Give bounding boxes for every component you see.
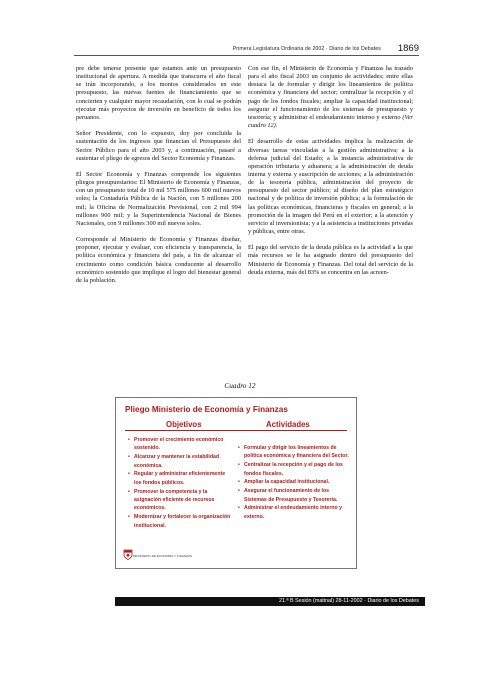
- list-item: • Promover la competencia y la asignación eficiente de recursos económicos.: [128, 488, 233, 513]
- list-item: • Modernizar y fortalecer la organización institucional.: [128, 513, 233, 530]
- objectives-list: [128, 436, 233, 530]
- footer-bar: [115, 597, 425, 606]
- activities-list: [238, 444, 350, 522]
- left-text-column: [76, 65, 241, 285]
- paragraph: El pago del servicio de la deuda pública es la actividad a la que más recursos se le ha asignado dentro del presupuesto del Ministerio de Economía y Finanzas. Del total del servicio de la deuda externa, más del 83% se concentra en las acreen-: [248, 244, 413, 276]
- header-title: Primera Legislatura Ordinaria de 2002 · Diario de los Debates: [232, 46, 381, 52]
- figure-title: Pliego Ministerio de Economía y Finanzas: [125, 405, 288, 414]
- paragraph-text: Con ese fin, el Ministerio de Economía y Finanzas ha trazado para el año fiscal 2003 un conjunto de actividades; entre ellas destaca la de formular y dirigir los lineamientos de política económica y financiera del sector; centralizar la recepción y el pago de los fondos fiscales; ampliar la capacidad institucional; asegurar el funcionamiento de los sistemas de presupuesto y tesorería; y administrar el endeudamiento interno y externo: [248, 65, 413, 121]
- heading-rule: [125, 430, 347, 431]
- footer-text: 21.ª B Sesión (matinal) 28-11-2002 · Diario de los Debates: [278, 598, 419, 604]
- running-header: [74, 44, 419, 56]
- figure-cuadro-12: [115, 397, 357, 569]
- list-item: • Ampliar la capacidad institucional.: [238, 478, 350, 486]
- list-item: • Administrar el endeudamiento interno y externo.: [238, 504, 350, 521]
- page-number: 1869: [397, 43, 419, 54]
- paragraph: Corresponde al Ministerio de Economía y Finanzas diseñar, proponer, ejecutar y evaluar, con eficiencia y transparencia, la política económica y financiera del país, a fin de alcanzar el crecimiento como condición básica conducente al desarrollo económico sostenido que implique el logro del bienestar general de la población.: [76, 236, 241, 284]
- list-item: • Asegurar el funcionamiento de los Sistemas de Presupuesto y Tesorería.: [238, 487, 350, 504]
- paragraph: El desarrollo de estas actividades implica la realización de diversas tareas vinculadas a la gestión administrativa; a la defensa judicial del Estado; a la instancia administrativa de operación tributaria y aduanera; a la administración de deuda interna y externa y suscripción de acciones; a la administración de la tesorería pública, administración del proyecto de presupuesto del sector público; al diseño del plan estratégico nacional y de política de inversión pública; a la formulación de las políticas económicas, financieras y fiscales en general; a la promoción de la imagen del Perú en el exterior; a la atención y servicio al inversionista; y a la asistencia a instituciones privadas y públicas, entre otras.: [248, 138, 413, 236]
- objectives-heading: Objetivos: [166, 420, 202, 429]
- table-reference: (Ver cuadro 12).: [248, 113, 413, 130]
- activities-heading: Actividades: [266, 420, 310, 429]
- figure-caption: Cuadro 12: [224, 381, 256, 390]
- list-item: • Formular y dirigir los lineamientos de política económica y financiera del Sector.: [238, 444, 350, 461]
- paragraph: Señor Presidente, con lo expuesto, doy por concluida la sustentación de los ingresos que financian el Presupuesto del Sector Público para el año 2003 y, a continuación, pasaré a sustentar el pliego de egresos del Sector Economía y Finanzas.: [76, 130, 241, 162]
- paragraph: El Sector Economía y Finanzas comprende los siguientes pliegos presupuestarios: El Ministerio de Economía y Finanzas, con un presupuesto total de 10 mil 575 millones 600 mil nuevos soles; la Contaduría Pública de la Nación, con 5 millones 200 mil; la Oficina de Normalización Previsional, con 2 mil 994 millones 900 mil; y la Superintendencia Nacional de Bienes Nacionales, con 9 millones 300 mil nuevos soles.: [76, 170, 241, 227]
- paragraph: [248, 65, 413, 130]
- list-item: • Promover el crecimiento económico sostenido.: [128, 436, 233, 453]
- header-rule: [74, 55, 419, 56]
- right-text-column: [248, 65, 413, 277]
- paragraph: pre debe tenerse presente que estamos ante un presupuesto institucional de apertura. A medida que transcurra el año fiscal se irán incorporando, a los montos considerados en este presupuesto, las nuevas fuentes de financiamiento que se concierten y cualquier mayor recaudación, con lo cual se podrán ejecutar más proyectos de inversión en beneficio de todos los peruanos.: [76, 65, 241, 121]
- list-item: • Centralizar la recepción y el pago de los fondos fiscales.: [238, 461, 350, 478]
- list-item: • Regular y administrar eficientemente los fondos públicos.: [128, 470, 233, 487]
- ministry-logo-text: MINISTERIO DE ECONOMÍA Y FINANZAS: [133, 554, 193, 558]
- list-item: • Alcanzar y mantener la estabilidad económica.: [128, 453, 233, 470]
- ministry-crest-icon: [123, 549, 133, 560]
